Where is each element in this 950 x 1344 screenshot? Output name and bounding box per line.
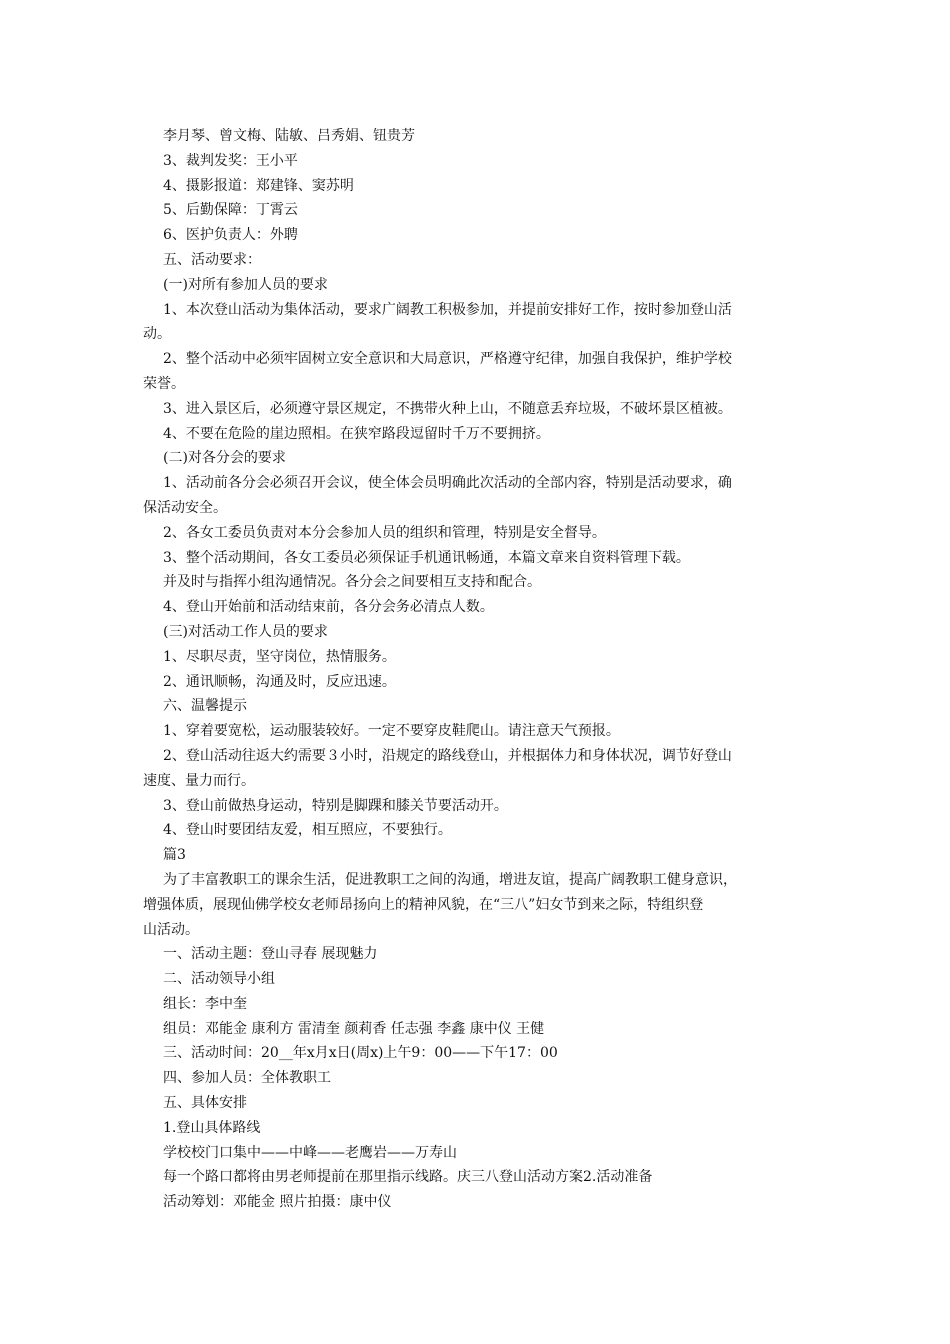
- text-line: 1、穿着要宽松，运动服装较好。一定不要穿皮鞋爬山。请注意天气预报。: [163, 723, 620, 740]
- text-line: 3、裁判发奖：王小平: [163, 152, 298, 169]
- text-line: 并及时与指挥小组沟通情况。各分会之间要相互支持和配合。: [163, 574, 541, 591]
- text-line: 五、具体安排: [163, 1095, 247, 1112]
- text-line: 二、活动领导小组: [163, 971, 275, 988]
- text-line: (二)对各分会的要求: [163, 450, 286, 467]
- text-line: 6、医护负责人：外聘: [163, 227, 298, 244]
- text-line: 活动筹划：邓能金 照片拍摄：康中仪: [163, 1194, 392, 1211]
- text-line: 3、整个活动期间，各女工委员必须保证手机通讯畅通，本篇文章来自资料管理下载。: [163, 549, 690, 566]
- text-line: 速度、量力而行。: [143, 772, 255, 789]
- text-line: 三、活动时间：20__年x月x日(周x)上午9：00——下午17：00: [163, 1045, 558, 1062]
- text-line: 4、摄影报道：郑建锋、窦苏明: [163, 177, 354, 194]
- text-line: 3、登山前做热身运动，特别是脚踝和膝关节要活动开。: [163, 797, 508, 814]
- text-line: 保活动安全。: [143, 499, 227, 516]
- text-line: 学校校门口集中——中峰——老鹰岩——万寿山: [163, 1144, 457, 1161]
- text-line: (一)对所有参加人员的要求: [163, 276, 328, 293]
- text-line: (三)对活动工作人员的要求: [163, 623, 328, 640]
- text-line: 荣誉。: [143, 375, 185, 392]
- text-line: 3、进入景区后，必须遵守景区规定，不携带火种上山，不随意丢弃垃圾，不破坏景区植被。: [163, 400, 732, 417]
- text-line: 六、温馨提示: [163, 698, 247, 715]
- text-line: 李月琴、曾文梅、陆敏、吕秀娟、钮贵芳: [163, 128, 415, 144]
- text-line: 五、活动要求：: [163, 251, 261, 268]
- text-line: 2、整个活动中必须牢固树立安全意识和大局意识，严格遵守纪律，加强自我保护，维护学校: [163, 351, 732, 368]
- text-line: 2、登山活动往返大约需要３小时，沿规定的路线登山，并根据体力和身体状况，调节好登山: [163, 747, 732, 764]
- text-line: 1、尽职尽责，坚守岗位，热情服务。: [163, 648, 396, 665]
- text-line: 增强体质，展现仙佛学校女老师昂扬向上的精神风貌，在“三八”妇女节到来之际，特组织登: [143, 896, 704, 913]
- text-line: 4、不要在危险的崖边照相。在狭窄路段逗留时千万不要拥挤。: [163, 425, 550, 442]
- text-line: 5、后勤保障：丁霄云: [163, 202, 298, 219]
- text-line: 1、活动前各分会必须召开会议，使全体会员明确此次活动的全部内容，特别是活动要求，确: [163, 475, 732, 492]
- document-body: [143, 124, 815, 1215]
- text-line: 4、登山时要团结友爱，相互照应，不要独行。: [163, 822, 452, 839]
- text-line: 组员：邓能金 康利方 雷清奎 颜莉香 任志强 李鑫 康中仪 王健: [163, 1020, 545, 1037]
- text-line: 山活动。: [143, 921, 199, 938]
- text-line: 4、登山开始前和活动结束前，各分会务必清点人数。: [163, 599, 494, 616]
- text-line: 组长：李中奎: [163, 995, 247, 1012]
- text-line: 1、本次登山活动为集体活动，要求广阔教工积极参加，并提前安排好工作，按时参加登山活: [163, 301, 732, 318]
- text-line: 2、各女工委员负责对本分会参加人员的组织和管理，特别是安全督导。: [163, 524, 606, 541]
- text-line: 为了丰富教职工的课余生活，促进教职工之间的沟通，增进友谊，提高广阔教职工健身意识，: [163, 871, 737, 888]
- text-line: 四、参加人员：全体教职工: [163, 1070, 331, 1087]
- text-line: 篇3: [163, 847, 186, 864]
- text-line: 一、活动主题：登山寻春 展现魅力: [163, 946, 378, 963]
- text-line: 每一个路口都将由男老师提前在那里指示线路。庆三八登山活动方案2.活动准备: [163, 1169, 653, 1186]
- text-line: 1.登山具体路线: [163, 1119, 261, 1136]
- text-line: 2、通讯顺畅，沟通及时，反应迅速。: [163, 673, 396, 690]
- text-line: 动。: [143, 326, 171, 343]
